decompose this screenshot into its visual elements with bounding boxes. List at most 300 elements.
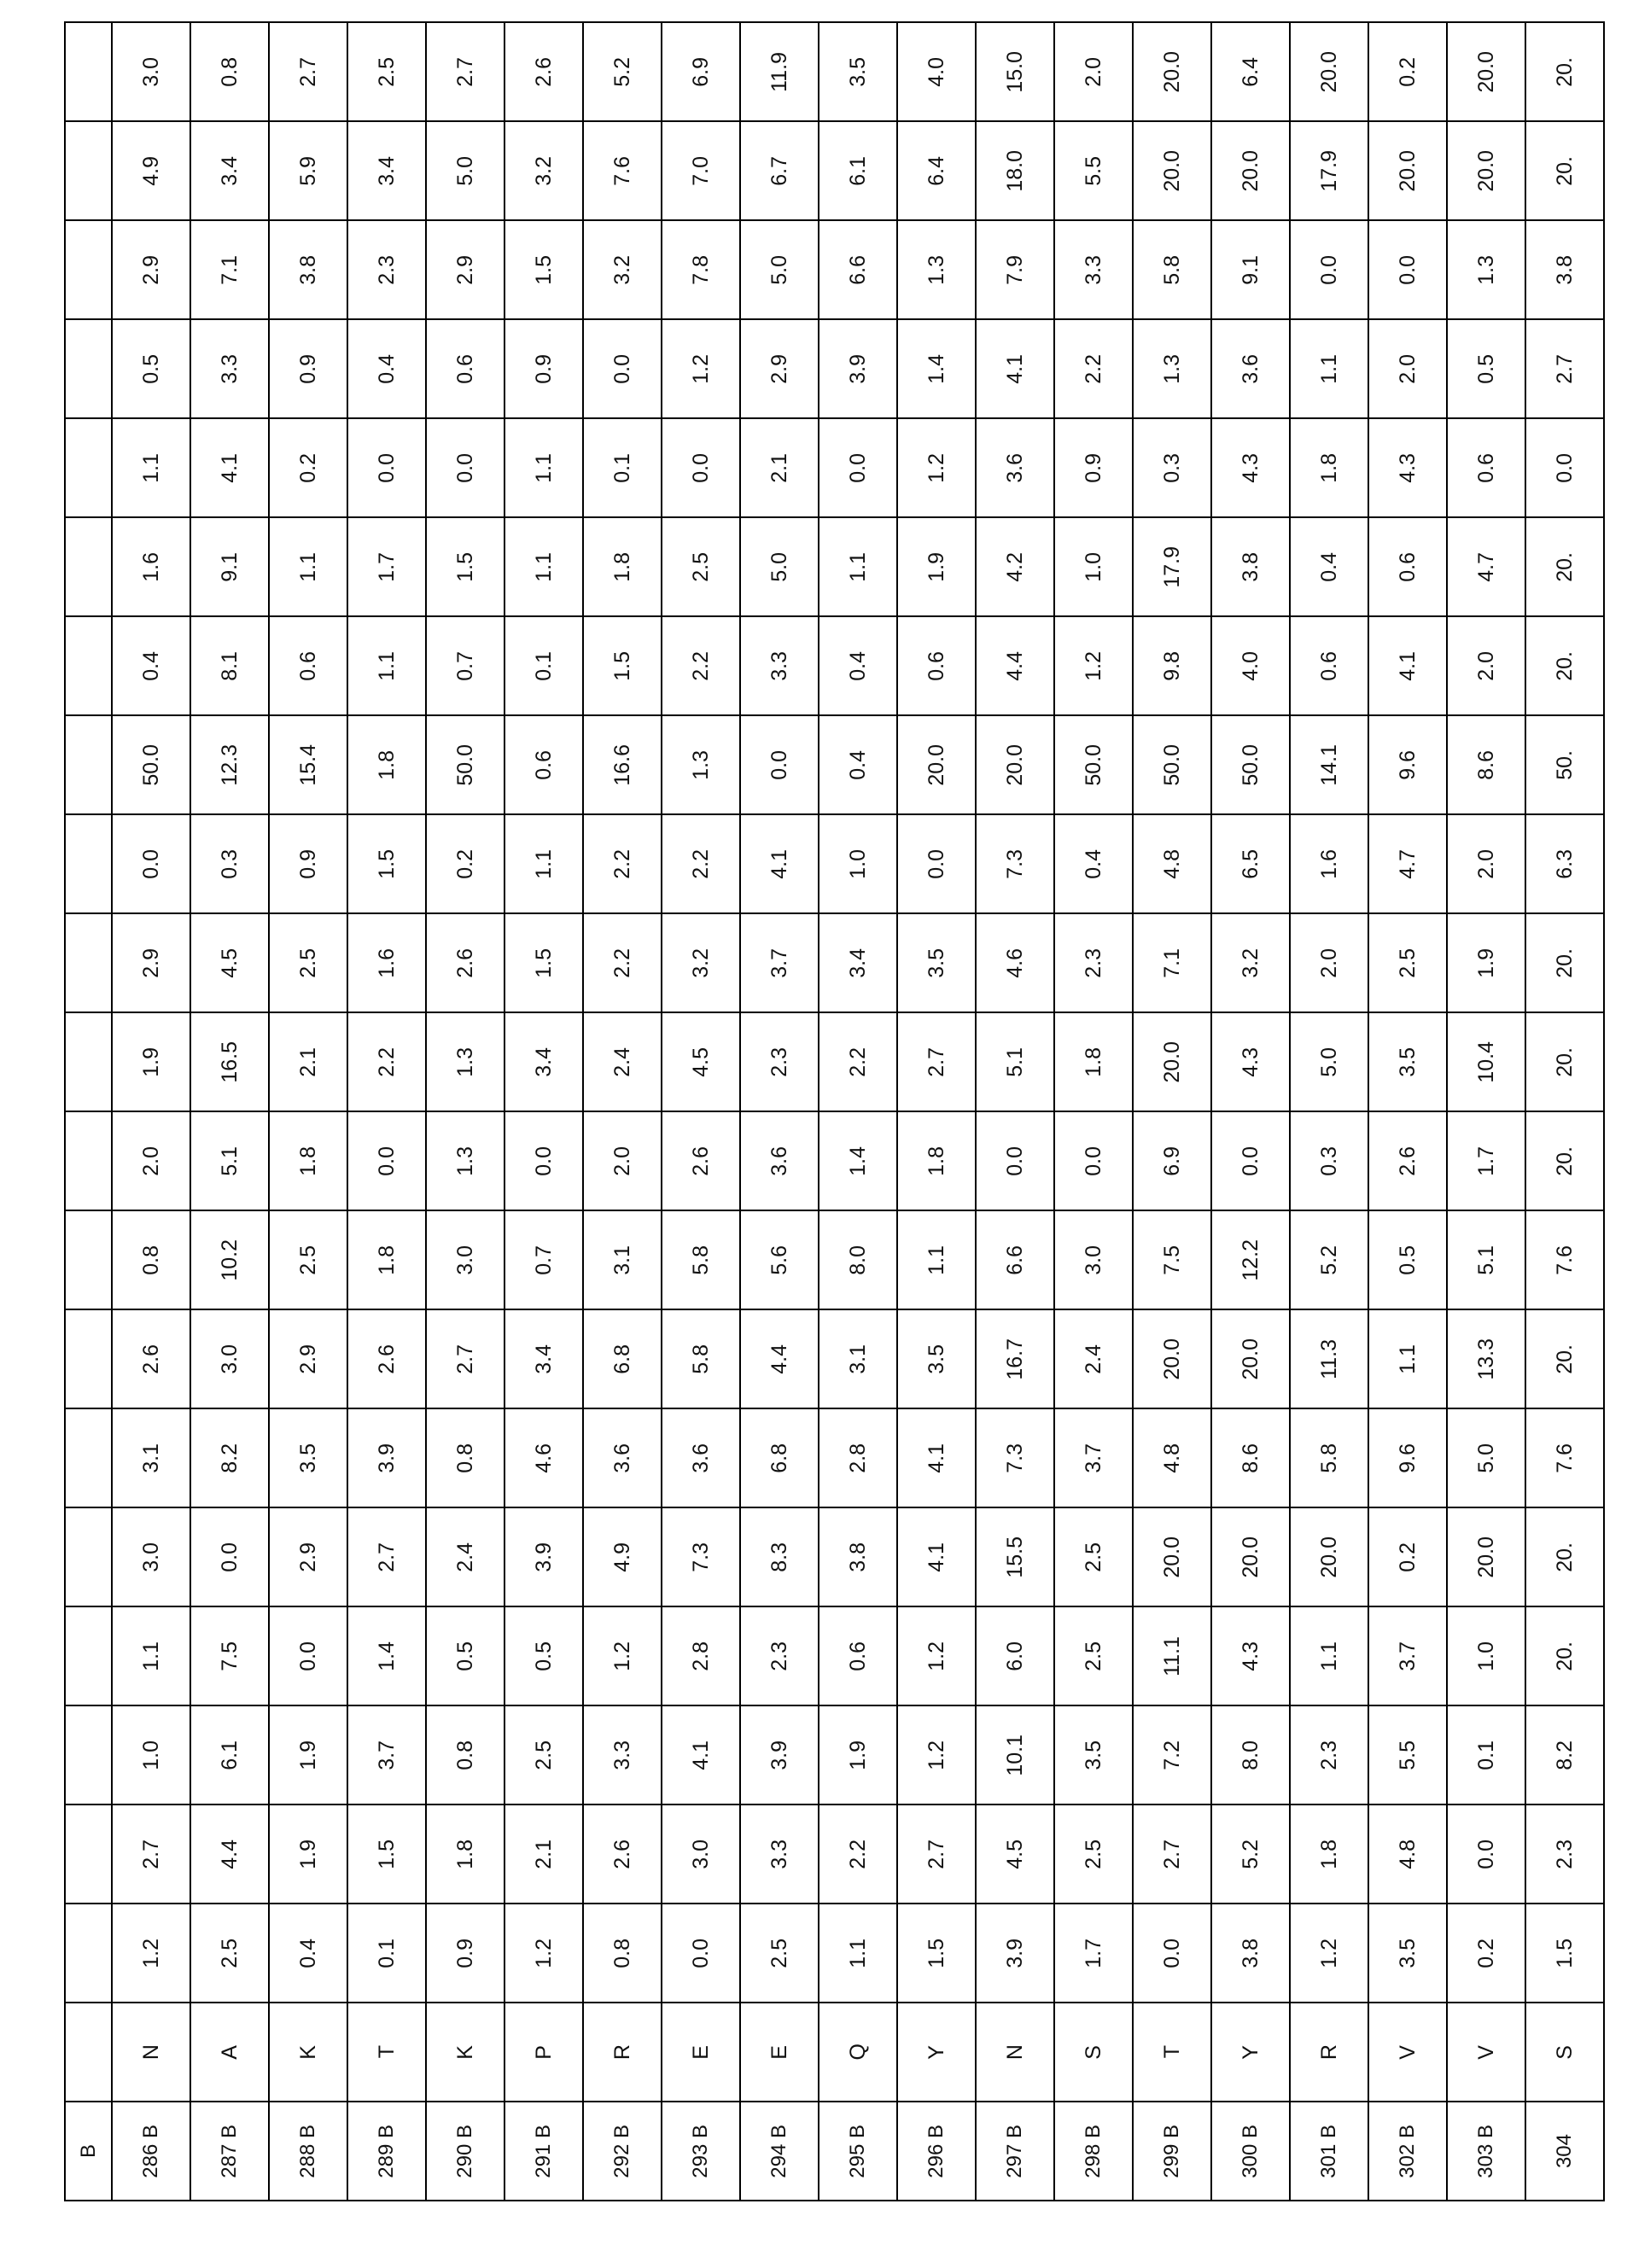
table-cell-text: 20. bbox=[1554, 552, 1576, 582]
table-cell-text: 2.9 bbox=[768, 354, 790, 384]
table-cell bbox=[1369, 1607, 1448, 1706]
table-cell bbox=[741, 914, 819, 1013]
table-cell-text: 16.5 bbox=[219, 1041, 241, 1083]
table-cell-text: 1.9 bbox=[297, 1740, 319, 1770]
table-cell bbox=[191, 815, 270, 914]
table-cell-text: 3.5 bbox=[1397, 1047, 1419, 1077]
table-cell bbox=[1212, 617, 1291, 716]
table-cell bbox=[191, 1409, 270, 1508]
table-cell bbox=[1369, 1013, 1448, 1112]
table-cell-text: 2.0 bbox=[140, 1146, 162, 1176]
table-cell bbox=[1291, 320, 1369, 419]
table-cell bbox=[662, 1409, 741, 1508]
table-cell-text: 3.5 bbox=[847, 57, 869, 87]
table-cell-text: 0.4 bbox=[297, 1939, 319, 1968]
table-cell-text: 8.0 bbox=[1239, 1740, 1262, 1770]
table-cell bbox=[505, 1112, 584, 1211]
residue-cell-text: E bbox=[690, 2045, 712, 2060]
table-cell-text: 2.5 bbox=[1082, 1542, 1105, 1572]
table-cell-text: 1.9 bbox=[925, 552, 948, 582]
record-id-cell bbox=[1134, 2102, 1212, 2201]
table-cell-text: 3.2 bbox=[690, 948, 712, 978]
table-cell bbox=[270, 815, 348, 914]
table-cell bbox=[113, 1112, 191, 1211]
table-cell bbox=[584, 914, 662, 1013]
residue-cell bbox=[662, 2003, 741, 2102]
table-cell-text: 5.2 bbox=[1239, 1839, 1262, 1869]
table-cell bbox=[1526, 617, 1605, 716]
table-cell bbox=[1134, 617, 1212, 716]
table-cell bbox=[427, 419, 505, 518]
table-cell bbox=[1291, 1112, 1369, 1211]
record-id-cell bbox=[1369, 2102, 1448, 2201]
table-cell bbox=[819, 716, 898, 815]
table-cell bbox=[819, 1706, 898, 1805]
table-cell-text: 1.8 bbox=[925, 1146, 948, 1176]
table-cell bbox=[191, 1310, 270, 1409]
table-cell bbox=[898, 1310, 977, 1409]
table-cell-text: 0.0 bbox=[1397, 255, 1419, 285]
table-cell-text: 3.5 bbox=[1397, 1939, 1419, 1968]
header-cell bbox=[66, 617, 113, 716]
table-cell bbox=[1055, 1706, 1134, 1805]
table-cell bbox=[1369, 1904, 1448, 2003]
table-cell-text: 0.0 bbox=[611, 354, 633, 384]
table-cell-text: 4.1 bbox=[1397, 651, 1419, 681]
residue-cell bbox=[1369, 2003, 1448, 2102]
table-cell bbox=[584, 1706, 662, 1805]
table-cell-text: 5.1 bbox=[219, 1146, 241, 1176]
table-cell bbox=[1291, 1310, 1369, 1409]
table-cell bbox=[1291, 23, 1369, 122]
table-cell bbox=[741, 320, 819, 419]
table-cell bbox=[977, 1706, 1055, 1805]
table-cell bbox=[427, 1409, 505, 1508]
table-cell-text: 0.6 bbox=[454, 354, 476, 384]
record-id-cell-text: 290 B bbox=[454, 2125, 475, 2178]
record-id-cell bbox=[819, 2102, 898, 2201]
table-cell bbox=[270, 1706, 348, 1805]
table-cell bbox=[505, 1904, 584, 2003]
table-cell bbox=[898, 1112, 977, 1211]
table-cell bbox=[1212, 221, 1291, 320]
table-cell-text: 7.3 bbox=[1004, 1443, 1026, 1473]
residue-cell bbox=[1134, 2003, 1212, 2102]
table-cell-text: 5.0 bbox=[1475, 1443, 1497, 1473]
table-cell-text: 1.8 bbox=[1082, 1047, 1105, 1077]
table-cell bbox=[1448, 518, 1526, 617]
table-cell-text: 5.8 bbox=[690, 1245, 712, 1275]
table-cell-text: 0.9 bbox=[297, 354, 319, 384]
table-cell bbox=[819, 617, 898, 716]
table-cell-text: 20. bbox=[1554, 1146, 1576, 1176]
table-cell-text: 2.3 bbox=[1318, 1740, 1340, 1770]
table-cell bbox=[1526, 1805, 1605, 1904]
table-cell bbox=[662, 1508, 741, 1607]
table-cell bbox=[1448, 122, 1526, 221]
table-cell-text: 20.0 bbox=[1475, 150, 1497, 192]
table-cell-text: 2.7 bbox=[1554, 354, 1576, 384]
table-cell bbox=[819, 1607, 898, 1706]
table-cell-text: 1.2 bbox=[925, 1740, 948, 1770]
table-cell bbox=[1134, 1904, 1212, 2003]
table-cell bbox=[427, 914, 505, 1013]
table-cell bbox=[1448, 1805, 1526, 1904]
table-cell bbox=[191, 518, 270, 617]
table-cell bbox=[113, 122, 191, 221]
record-id-cell-text: 295 B bbox=[847, 2125, 868, 2178]
table-cell bbox=[1134, 518, 1212, 617]
table-cell bbox=[505, 716, 584, 815]
table-cell-text: 20.0 bbox=[1475, 1536, 1497, 1578]
table-cell-text: 7.8 bbox=[690, 255, 712, 285]
table-cell-text: 5.1 bbox=[1004, 1047, 1026, 1077]
table-cell bbox=[113, 617, 191, 716]
table-cell bbox=[819, 23, 898, 122]
table-cell-text: 1.8 bbox=[611, 552, 633, 582]
table-cell-text: 1.1 bbox=[1318, 354, 1340, 384]
record-id-cell bbox=[1291, 2102, 1369, 2201]
table-cell bbox=[977, 815, 1055, 914]
table-cell bbox=[741, 1805, 819, 1904]
residue-cell-text: R bbox=[611, 2044, 633, 2060]
table-cell-text: 50.0 bbox=[1239, 744, 1262, 786]
table-cell-text: 3.8 bbox=[847, 1542, 869, 1572]
table-cell bbox=[977, 1211, 1055, 1310]
table-cell bbox=[977, 419, 1055, 518]
table-cell-text: 1.3 bbox=[1475, 255, 1497, 285]
table-cell bbox=[505, 122, 584, 221]
table-cell bbox=[270, 23, 348, 122]
table-cell-text: 8.6 bbox=[1475, 750, 1497, 780]
table-cell bbox=[1134, 1112, 1212, 1211]
table-cell-text: 50. bbox=[1554, 750, 1576, 780]
table-cell bbox=[1212, 419, 1291, 518]
table-cell bbox=[819, 221, 898, 320]
table-cell bbox=[1212, 23, 1291, 122]
record-id-cell-text: 289 B bbox=[376, 2125, 397, 2178]
table-cell bbox=[1526, 1607, 1605, 1706]
table-cell-text: 20.0 bbox=[1161, 1041, 1183, 1083]
record-id-cell-text: 296 B bbox=[925, 2125, 947, 2178]
record-id-cell-text: 302 B bbox=[1397, 2125, 1418, 2178]
table-cell bbox=[1055, 914, 1134, 1013]
table-cell-text: 7.5 bbox=[219, 1641, 241, 1671]
table-cell-text: 2.0 bbox=[1397, 354, 1419, 384]
table-cell bbox=[113, 1904, 191, 2003]
table-cell bbox=[505, 1805, 584, 1904]
table-cell-text: 4.5 bbox=[690, 1047, 712, 1077]
table-cell-text: 14.1 bbox=[1318, 744, 1340, 786]
table-cell bbox=[191, 1508, 270, 1607]
table-cell bbox=[1369, 1310, 1448, 1409]
table-cell-text: 1.3 bbox=[925, 255, 948, 285]
table-cell-text: 1.5 bbox=[376, 849, 398, 879]
table-cell bbox=[270, 221, 348, 320]
table-cell bbox=[898, 617, 977, 716]
table-cell bbox=[977, 914, 1055, 1013]
table-cell-text: 2.5 bbox=[376, 57, 398, 87]
table-cell-text: 6.9 bbox=[1161, 1146, 1183, 1176]
record-id-cell bbox=[1448, 2102, 1526, 2201]
table-cell bbox=[898, 518, 977, 617]
table-cell bbox=[1526, 914, 1605, 1013]
table-cell bbox=[1448, 1310, 1526, 1409]
table-cell-text: 0.0 bbox=[768, 750, 790, 780]
table-cell bbox=[113, 1508, 191, 1607]
table-cell-text: 20. bbox=[1554, 1047, 1576, 1077]
table-cell bbox=[741, 815, 819, 914]
table-cell bbox=[977, 1310, 1055, 1409]
table-cell bbox=[662, 1607, 741, 1706]
header-cell bbox=[66, 1112, 113, 1211]
table-cell bbox=[427, 617, 505, 716]
table-cell-text: 1.2 bbox=[611, 1641, 633, 1671]
table-cell bbox=[662, 716, 741, 815]
table-cell bbox=[819, 1805, 898, 1904]
header-cell bbox=[66, 1706, 113, 1805]
record-id-cell-text: 298 B bbox=[1082, 2125, 1104, 2178]
table-cell-text: 4.1 bbox=[925, 1542, 948, 1572]
table-cell bbox=[1134, 419, 1212, 518]
table-cell bbox=[427, 1904, 505, 2003]
table-cell bbox=[505, 617, 584, 716]
table-cell-text: 4.8 bbox=[1161, 849, 1183, 879]
table-cell-text: 1.2 bbox=[925, 1641, 948, 1671]
table-cell bbox=[584, 221, 662, 320]
table-cell bbox=[1448, 221, 1526, 320]
table-cell bbox=[1055, 1211, 1134, 1310]
table-cell bbox=[1448, 617, 1526, 716]
table-cell-text: 17.9 bbox=[1161, 546, 1183, 588]
table-cell-text: 3.5 bbox=[925, 1344, 948, 1374]
residue-cell bbox=[819, 2003, 898, 2102]
table-cell bbox=[113, 518, 191, 617]
table-cell-text: 4.7 bbox=[1475, 552, 1497, 582]
residue-cell bbox=[1291, 2003, 1369, 2102]
table-cell bbox=[584, 1904, 662, 2003]
table-cell bbox=[191, 1706, 270, 1805]
table-cell-text: 20.0 bbox=[1318, 1536, 1340, 1578]
table-cell bbox=[741, 221, 819, 320]
table-cell bbox=[898, 716, 977, 815]
table-cell-text: 1.8 bbox=[376, 1245, 398, 1275]
table-cell bbox=[741, 1706, 819, 1805]
table-cell-text: 6.8 bbox=[768, 1443, 790, 1473]
table-cell-text: 2.5 bbox=[533, 1740, 555, 1770]
table-cell-text: 0.0 bbox=[1004, 1146, 1026, 1176]
table-cell-text: 1.2 bbox=[690, 354, 712, 384]
residue-cell-text: K bbox=[297, 2045, 319, 2060]
table-cell bbox=[1526, 1112, 1605, 1211]
table-cell bbox=[741, 122, 819, 221]
record-id-cell bbox=[977, 2102, 1055, 2201]
table-cell bbox=[270, 617, 348, 716]
table-cell bbox=[1291, 518, 1369, 617]
table-cell-text: 3.7 bbox=[376, 1740, 398, 1770]
table-cell-text: 8.6 bbox=[1239, 1443, 1262, 1473]
table-cell bbox=[898, 320, 977, 419]
table-cell-text: 4.0 bbox=[1239, 651, 1262, 681]
table-cell-text: 2.5 bbox=[1397, 948, 1419, 978]
table-cell bbox=[741, 1409, 819, 1508]
table-cell bbox=[348, 1607, 427, 1706]
table-cell-text: 8.0 bbox=[847, 1245, 869, 1275]
table-cell bbox=[898, 1805, 977, 1904]
table-cell bbox=[662, 1013, 741, 1112]
table-cell-text: 3.3 bbox=[768, 1839, 790, 1869]
table-cell-text: 5.8 bbox=[1318, 1443, 1340, 1473]
table-cell-text: 1.5 bbox=[454, 552, 476, 582]
table-cell-text: 2.2 bbox=[376, 1047, 398, 1077]
header-cell bbox=[66, 518, 113, 617]
table-cell bbox=[1291, 1211, 1369, 1310]
table-cell bbox=[1291, 617, 1369, 716]
table-cell-text: 6.5 bbox=[1239, 849, 1262, 879]
table-cell-text: 3.7 bbox=[768, 948, 790, 978]
table-cell bbox=[427, 221, 505, 320]
table-cell-text: 2.4 bbox=[1082, 1344, 1105, 1374]
table-cell bbox=[1526, 1211, 1605, 1310]
table-cell bbox=[819, 518, 898, 617]
table-cell bbox=[348, 23, 427, 122]
table-cell-text: 4.3 bbox=[1239, 453, 1262, 483]
table-cell bbox=[1291, 419, 1369, 518]
table-cell-text: 9.8 bbox=[1161, 651, 1183, 681]
table-cell bbox=[270, 1904, 348, 2003]
header-cell-text: B bbox=[78, 2144, 99, 2158]
table-cell bbox=[1134, 1013, 1212, 1112]
table-cell bbox=[270, 122, 348, 221]
table-cell bbox=[584, 1508, 662, 1607]
table-cell bbox=[1369, 1112, 1448, 1211]
table-cell bbox=[1526, 1013, 1605, 1112]
table-cell bbox=[977, 221, 1055, 320]
table-cell bbox=[1134, 1706, 1212, 1805]
table-cell bbox=[1134, 320, 1212, 419]
table-cell bbox=[270, 1211, 348, 1310]
table-cell-text: 4.7 bbox=[1397, 849, 1419, 879]
table-cell-text: 4.3 bbox=[1397, 453, 1419, 483]
table-cell-text: 1.1 bbox=[1318, 1641, 1340, 1671]
table-cell bbox=[505, 320, 584, 419]
table-cell-text: 2.9 bbox=[297, 1344, 319, 1374]
residue-cell bbox=[1448, 2003, 1526, 2102]
table-cell bbox=[741, 617, 819, 716]
table-cell-text: 2.6 bbox=[140, 1344, 162, 1374]
table-cell bbox=[662, 419, 741, 518]
table-cell-text: 0.0 bbox=[376, 453, 398, 483]
table-cell-text: 3.5 bbox=[1082, 1740, 1105, 1770]
header-cell bbox=[66, 815, 113, 914]
table-cell bbox=[1369, 320, 1448, 419]
table-cell-text: 1.1 bbox=[925, 1245, 948, 1275]
table-cell bbox=[505, 518, 584, 617]
table-cell-text: 5.5 bbox=[1082, 156, 1105, 186]
table-cell bbox=[819, 1013, 898, 1112]
table-cell bbox=[427, 1607, 505, 1706]
table-cell-text: 0.0 bbox=[454, 453, 476, 483]
residue-cell bbox=[348, 2003, 427, 2102]
table-cell-text: 1.8 bbox=[454, 1839, 476, 1869]
table-cell bbox=[662, 1805, 741, 1904]
table-cell bbox=[1212, 1211, 1291, 1310]
table-cell bbox=[662, 617, 741, 716]
table-cell bbox=[898, 1607, 977, 1706]
residue-cell bbox=[191, 2003, 270, 2102]
table-cell-text: 8.3 bbox=[768, 1542, 790, 1572]
header-cell bbox=[66, 2003, 113, 2102]
table-cell-text: 0.2 bbox=[1397, 57, 1419, 87]
table-cell bbox=[1212, 518, 1291, 617]
table-cell-text: 0.7 bbox=[454, 651, 476, 681]
table-cell bbox=[1134, 1310, 1212, 1409]
record-id-cell bbox=[662, 2102, 741, 2201]
table-cell bbox=[191, 23, 270, 122]
table-cell-text: 11.9 bbox=[768, 52, 790, 92]
table-cell bbox=[427, 1706, 505, 1805]
table-cell-text: 3.6 bbox=[611, 1443, 633, 1473]
table-cell-text: 7.6 bbox=[611, 156, 633, 186]
table-cell bbox=[1055, 1409, 1134, 1508]
table-cell-text: 0.5 bbox=[1475, 354, 1497, 384]
table-cell bbox=[898, 815, 977, 914]
table-cell bbox=[898, 122, 977, 221]
table-cell-text: 1.1 bbox=[533, 552, 555, 582]
table-cell bbox=[113, 1706, 191, 1805]
record-id-cell bbox=[1055, 2102, 1134, 2201]
table-cell-text: 0.0 bbox=[847, 453, 869, 483]
table-cell bbox=[584, 1409, 662, 1508]
table-cell-text: 6.0 bbox=[1004, 1641, 1026, 1671]
table-cell-text: 2.0 bbox=[611, 1146, 633, 1176]
table-cell-text: 6.4 bbox=[1239, 57, 1262, 87]
table-cell bbox=[113, 716, 191, 815]
table-cell bbox=[1369, 815, 1448, 914]
residue-cell-text: V bbox=[1397, 2045, 1419, 2060]
table-cell-text: 1.0 bbox=[847, 849, 869, 879]
table-cell bbox=[1291, 815, 1369, 914]
table-cell bbox=[1291, 1904, 1369, 2003]
table-cell-text: 4.9 bbox=[611, 1542, 633, 1572]
table-cell bbox=[1212, 1706, 1291, 1805]
table-cell-text: 0.9 bbox=[1082, 453, 1105, 483]
table-cell bbox=[348, 320, 427, 419]
table-cell-text: 4.0 bbox=[925, 57, 948, 87]
table-cell bbox=[1526, 23, 1605, 122]
record-id-cell bbox=[1526, 2102, 1605, 2201]
table-cell-text: 2.7 bbox=[1161, 1839, 1183, 1869]
table-cell-text: 3.3 bbox=[611, 1740, 633, 1770]
table-cell bbox=[741, 23, 819, 122]
table-cell bbox=[1448, 914, 1526, 1013]
table-cell-text: 3.9 bbox=[768, 1740, 790, 1770]
table-cell-text: 0.8 bbox=[140, 1245, 162, 1275]
table-cell bbox=[348, 122, 427, 221]
table-cell-text: 2.6 bbox=[611, 1839, 633, 1869]
table-cell-text: 6.3 bbox=[1554, 849, 1576, 879]
table-cell bbox=[662, 815, 741, 914]
residue-cell bbox=[977, 2003, 1055, 2102]
table-cell-text: 3.8 bbox=[1239, 552, 1262, 582]
table-cell bbox=[584, 1211, 662, 1310]
table-cell bbox=[270, 1508, 348, 1607]
table-cell bbox=[270, 1310, 348, 1409]
table-cell bbox=[505, 914, 584, 1013]
header-cell bbox=[66, 1508, 113, 1607]
table-cell-text: 6.7 bbox=[768, 156, 790, 186]
header-cell bbox=[66, 1805, 113, 1904]
